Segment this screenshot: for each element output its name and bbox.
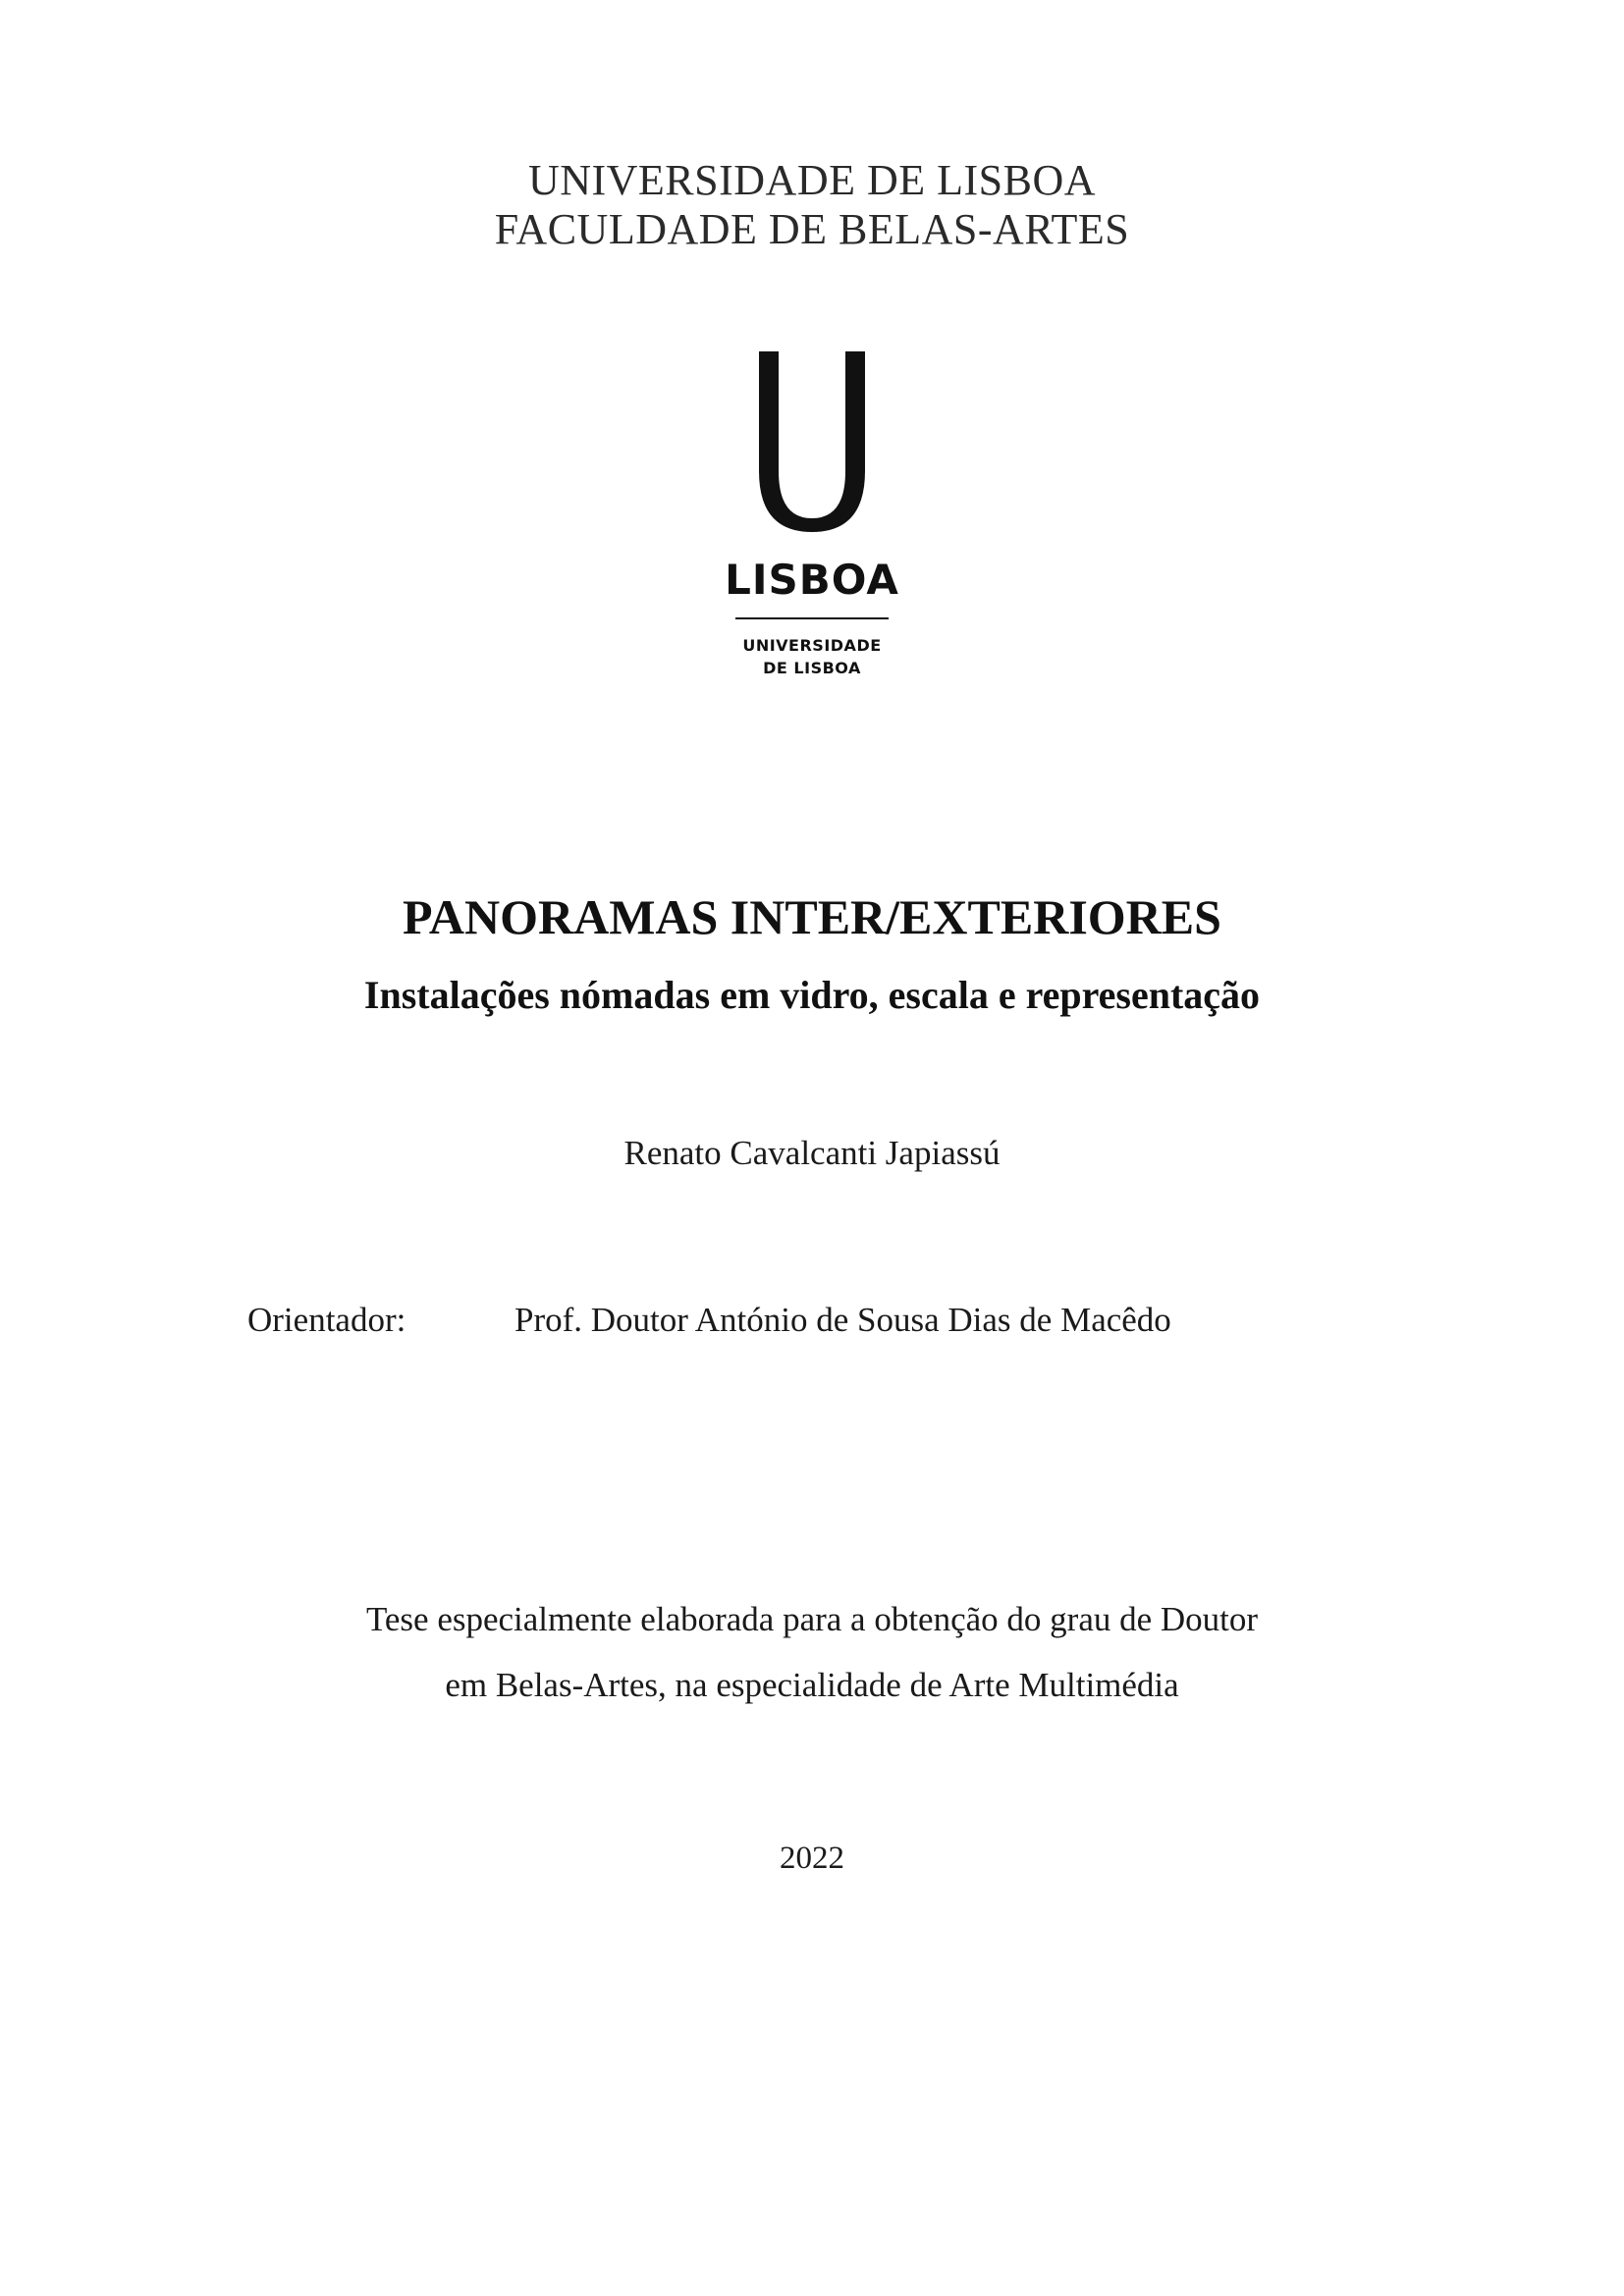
university-logo xyxy=(714,344,910,697)
advisor-label: Orientador: xyxy=(247,1301,406,1339)
institution-name: UNIVERSIDADE DE LISBOA xyxy=(527,156,1097,204)
logo-wordmark: LISBOA xyxy=(725,556,899,604)
logo-caption-line-2: DE LISBOA xyxy=(763,659,861,677)
faculty-name: FACULDADE DE BELAS-ARTES xyxy=(494,205,1130,253)
document-title: PANORAMAS INTER/EXTERIORES xyxy=(403,889,1221,944)
logo-caption-line-1: UNIVERSIDADE xyxy=(742,636,882,655)
advisor-name: Prof. Doutor António de Sousa Dias de Macêdo xyxy=(514,1301,1171,1339)
author-name: Renato Cavalcanti Japiassú xyxy=(623,1134,1001,1172)
logo-u-glyph xyxy=(759,351,865,532)
document-subtitle: Instalações nómadas em vidro, escala e representação xyxy=(363,973,1261,1017)
thesis-description-line: Tese especialmente elaborada para a obtenção do grau de Doutor xyxy=(365,1600,1259,1638)
thesis-description-line: em Belas-Artes, na especialidade de Arte Multimédia xyxy=(445,1666,1179,1704)
publication-year: 2022 xyxy=(780,1841,844,1876)
